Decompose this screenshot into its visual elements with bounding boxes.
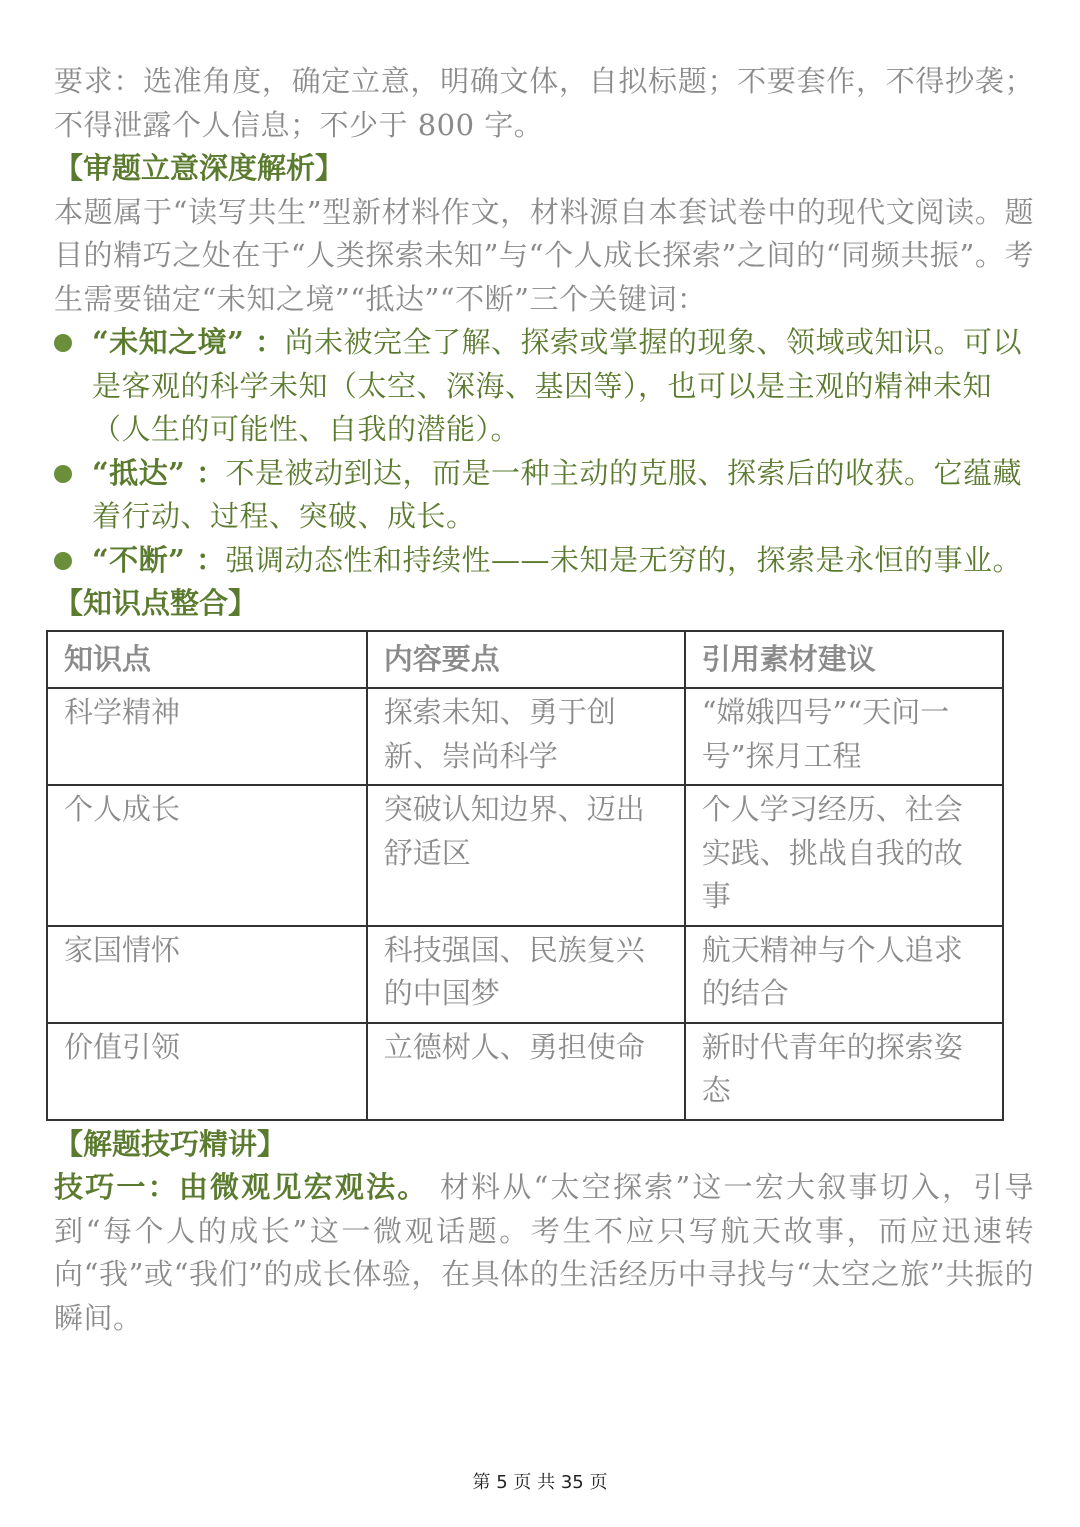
section-title-knowledge: 【知识点整合】 — [54, 586, 258, 620]
bullet-item-unknown: “未知之境” ：尚未被完全了解、探索或掌握的现象、领域或知识。可以是客观的科学未知（太空、深海、基因等），也可以是主观的精神未知（人生的可能性、自我的潜能）。 — [54, 321, 1034, 452]
table-cell: 家国情怀 — [47, 926, 367, 1023]
section-title-analysis: 【审题立意深度解析】 — [54, 151, 345, 185]
table-cell: 探索未知、勇于创新、崇尚科学 — [367, 688, 685, 785]
section-title-skills: 【解题技巧精讲】 — [54, 1126, 287, 1161]
table-row — [47, 926, 1003, 1023]
table-header-cell: 知识点 — [47, 631, 367, 689]
table-header-cell: 内容要点 — [367, 631, 685, 689]
bullet-item-arrive: “抵达” ：不是被动到达，而是一种主动的克服、探索后的收获。它蕴藏着行动、过程、突破、成长。 — [54, 452, 1034, 539]
skill-title: 技巧一：由微观见宏观法。 — [54, 1170, 429, 1204]
table-cell: 立德树人、勇担使命 — [367, 1023, 685, 1120]
bullet-keyword: “未知之境” — [92, 325, 245, 359]
bullet-dot-icon — [54, 552, 72, 570]
bullet-keyword: “不断” — [92, 542, 186, 577]
table-cell: 科学精神 — [47, 688, 367, 785]
table-header-cell: 引用素材建议 — [685, 631, 1003, 689]
skill-text: 材料从“太空探索”这一宏大叙事切入，引导到“每个人的成长”这一微观话题。考生不应只写航天故事，而应迅速转向“我”或“我们”的成长体验，在具体的生活经历中寻找与“太空之旅”共振的瞬间。 — [54, 1170, 1034, 1335]
bullet-keyword: “抵达” — [92, 455, 186, 490]
bullet-text: 强调动态性和持续性——未知是无穷的，探索是永恒的事业。 — [225, 542, 1022, 577]
table-cell: 价值引领 — [47, 1023, 367, 1120]
bullet-dot-icon — [54, 334, 72, 352]
page-number-footer: 第 5 页 共 35 页 — [472, 1472, 608, 1493]
table-cell: 航天精神与个人追求的结合 — [685, 926, 1003, 1023]
table-cell: “嫦娥四号”“天问一号”探月工程 — [685, 688, 1003, 785]
table-row — [47, 688, 1003, 785]
table-row — [47, 785, 1003, 926]
bullet-text: 尚未被完全了解、探索或掌握的现象、领域或知识。可以是客观的科学未知（太空、深海、基因等），也可以是主观的精神未知（人生的可能性、自我的潜能）。 — [92, 325, 1022, 446]
requirements-text: 要求：选准角度，确定立意，明确文体，自拟标题；不要套作，不得抄袭；不得泄露个人信息；不少于 800 字。 — [54, 64, 1034, 142]
bullet-dot-icon — [54, 465, 72, 483]
table-cell: 科技强国、民族复兴的中国梦 — [367, 926, 685, 1023]
table-cell: 个人成长 — [47, 785, 367, 926]
table-cell: 个人学习经历、社会实践、挑战自我的故事 — [685, 785, 1003, 926]
table-row — [47, 1023, 1003, 1120]
table-cell: 突破认知边界、迈出舒适区 — [367, 785, 685, 926]
document-page — [54, 60, 1034, 1340]
bullet-item-continuous: “不断” ：强调动态性和持续性——未知是无穷的，探索是永恒的事业。 — [54, 539, 1034, 583]
skill-paragraph — [54, 1166, 1034, 1340]
table-cell: 新时代青年的探索姿态 — [685, 1023, 1003, 1120]
bullet-text: 不是被动到达，而是一种主动的克服、探索后的收获。它蕴藏着行动、过程、突破、成长。 — [92, 455, 1022, 533]
knowledge-table — [46, 630, 1004, 1121]
table-header-row — [47, 631, 1003, 689]
analysis-paragraph: 本题属于“读写共生”型新材料作文，材料源自本套试卷中的现代文阅读。题目的精巧之处在于“人类探索未知”与“个人成长探索”之间的“同频共振”。考生需要锚定“未知之境”“抵达”“不断”三个关键词： — [54, 194, 1034, 316]
